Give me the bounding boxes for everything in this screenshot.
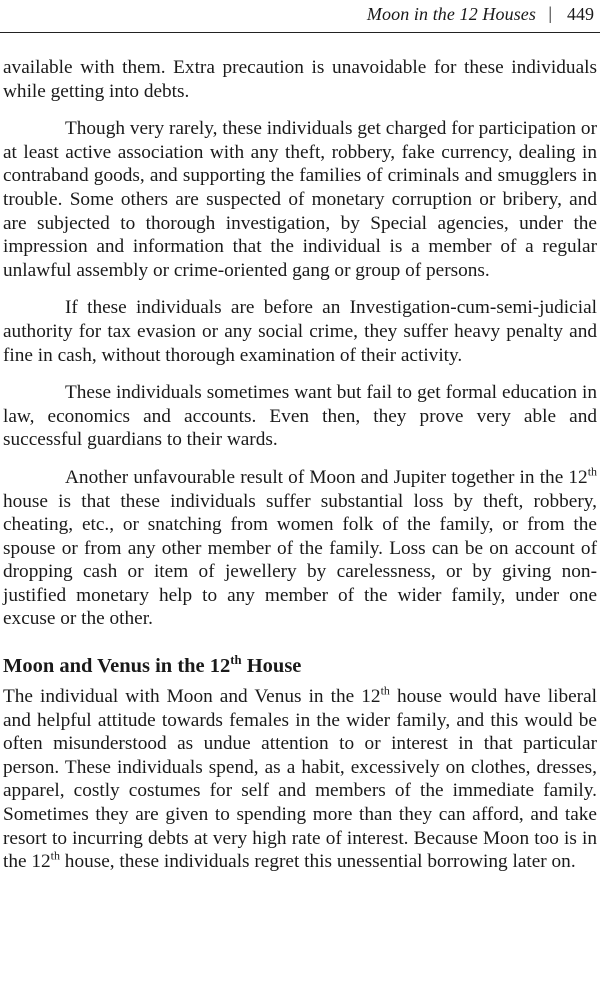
ordinal-suffix: th — [587, 464, 597, 479]
paragraph: Though very rarely, these individuals get charged for participation or at least active association with any theft, robbery, fake currency, dealing in contraband goods, and supporting the families of criminals and smugglers in trouble. Some others are suspected of monetary corruption or bribery, and are subjected to thorough investigation, by Special agencies, under the impression and information that the individual is a member of a regular unlawful assembly or crime-oriented gang or group of persons. — [3, 118, 597, 281]
paragraph — [3, 466, 597, 631]
paragraph: If these individuals are before an Investigation-cum-semi-judicial authority for tax evasion or any social crime, they suffer heavy penalty and fine in cash, without thorough examination of their activity. — [3, 297, 597, 366]
heading-text: House — [241, 655, 302, 678]
running-title: Moon in the 12 Houses — [366, 4, 536, 24]
ordinal-suffix: th — [50, 848, 60, 863]
paragraph-text: house would have liberal and helpful attitude towards females in the wider family, and this would be often misunderstood as undue attention to or interest in that particular person. These individuals spend, as a habit, excessively on clothes, dresses, apparel, costly costumes for self and members of the immediate family. Sometimes they are given to spending more than they can afford, and take resort to incurring debts at very high rate of interest. Because Moon too is in the 12 — [3, 686, 597, 873]
heading-text: Moon and Venus in the 12 — [3, 655, 231, 678]
paragraph-text: The individual with Moon and Venus in the 12 — [3, 686, 381, 708]
paragraph-text: house is that these individuals suffer substantial loss by theft, robbery, cheating, etc., or snatching from women folk of the family, or from the spouse or from any other member of the family. Loss can be on account of dropping cash or item of jewellery by carelessness, or by giving non-justified monetary help to any member of the wider family, under one excuse or the other. — [3, 490, 597, 630]
section-heading — [3, 653, 597, 679]
paragraph-continued: available with them. Extra precaution is unavoidable for these individuals while getting into debts. — [3, 57, 597, 102]
paragraph — [3, 685, 597, 874]
running-header — [0, 0, 600, 33]
page-body — [3, 56, 597, 874]
paragraph-text: house, these individuals regret this unessential borrowing later on. — [59, 851, 576, 873]
ordinal-suffix: th — [230, 653, 242, 668]
header-separator: | — [548, 3, 552, 23]
paragraph: These individuals sometimes want but fail to get formal education in law, economics and accounts. Even then, they prove very able and successful guardians to their wards. — [3, 382, 597, 451]
page-number: 449 — [567, 4, 594, 24]
ordinal-suffix: th — [380, 683, 390, 698]
paragraph-text: Another unfavourable result of Moon and Jupiter together in the 12 — [65, 466, 588, 488]
